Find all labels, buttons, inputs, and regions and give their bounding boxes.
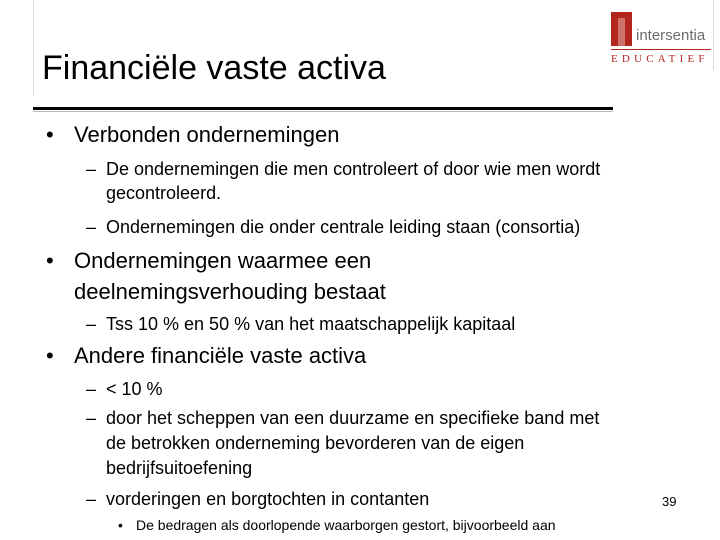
page-number: 39 — [662, 494, 677, 509]
bullet-1-sub-2-line-1: Ondernemingen die onder centrale leiding staan (consortia) — [106, 217, 581, 237]
sub-sub-bullet-marker: • — [118, 517, 123, 533]
logo-subtitle: EDUCATIEF — [611, 53, 709, 65]
bullet-3-sub-3-line-1: vorderingen en borgtochten in contanten — [106, 489, 430, 509]
bullet-3-sub-3-sub-1-line-1: De bedragen als doorlopende waarborgen gestort, bijvoorbeeld aan — [136, 517, 556, 533]
bullet-2-sub-1-line-1: Tss 10 % en 50 % van het maatschappelijk kapitaal — [106, 314, 516, 334]
bullet-1-sub-1-line-1: De ondernemingen die men controleert of door wie men wordt — [106, 159, 601, 179]
sub-bullet-marker: – — [86, 159, 97, 179]
sub-bullet-marker: – — [86, 489, 97, 509]
sub-bullet-marker: – — [86, 314, 97, 334]
slide-title: Financiële vaste activa — [42, 49, 386, 87]
sub-bullet-marker: – — [86, 408, 97, 428]
bullet-marker: • — [46, 248, 54, 273]
bullet-3-sub-1-line-1: < 10 % — [106, 379, 163, 399]
bullet-1-text: Verbonden ondernemingen — [74, 122, 340, 147]
bullet-marker: • — [46, 343, 54, 368]
bullet-3-sub-2-line-2: de betrokken onderneming bevorderen van de eigen — [106, 433, 525, 453]
bullet-marker: • — [46, 122, 54, 147]
bullet-2-line-1: Ondernemingen waarmee een — [74, 248, 372, 273]
bullet-3-sub-2-line-3: bedrijfsuitoefening — [106, 458, 253, 478]
bullet-2-line-2: deelnemingsverhouding bestaat — [74, 279, 386, 304]
bullet-1-sub-1-line-2: gecontroleerd. — [106, 183, 222, 203]
sub-bullet-marker: – — [86, 217, 97, 237]
logo-name: intersentia — [636, 27, 706, 44]
bullet-3-text: Andere financiële vaste activa — [74, 343, 367, 368]
bullet-3-sub-2-line-1: door het scheppen van een duurzame en specifieke band met — [106, 408, 600, 428]
sub-bullet-marker: – — [86, 379, 97, 399]
